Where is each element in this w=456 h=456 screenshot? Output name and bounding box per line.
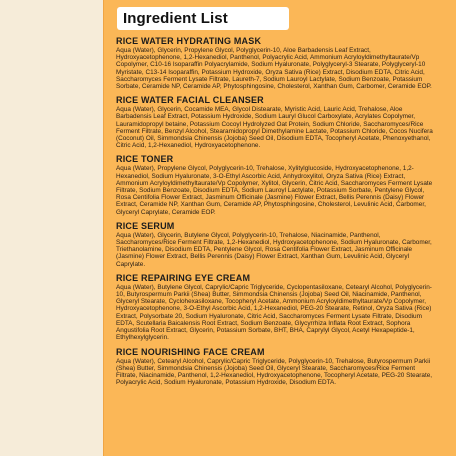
section-title: RICE REPAIRING EYE CREAM [116,272,251,283]
section-ingredients: Aqua (Water), Butylene Glycol, Caprylic/Capric Triglyceride, Cyclopentasiloxane, Cetearyl Alcohol, Polyglycerin-10, Butyrospermum Parkii (Shea) Butter, Simmondsia Chinensis (Jojoba) Seed Oil, Niacinamide, Panthenol, Glyceryl Stearate, Cyclohexasiloxane, Tocopheryl Acetate, Ammonium Acryloyldimethyltaurate/Vp Copolymer, Hydroxyacetophenone, 3-O-Ethyl Ascorbic Acid, 1,2-Hexanediol, PEG-20 Stearate, Retinol, Oryza Sativa (Rice) Extract, Polysorbate 20, Sodium Hyaluronate, Citric Acid, Saccharomyces Ferment Lysate Filtrate, Disodium EDTA, Scutellaria Baicalensis Root Extract, Sodium Benzoate, Glycyrrhiza Inflata Root Extract, Sophora Angustifolia Root Extract, Glycerin, Potassium Sorbate, BHT, BHA, Caprylyl Glycol, Acetyl Hexapeptide-1, Ethylhexylglycerin. [116,283,432,342]
section-title: RICE WATER HYDRATING MASK [116,36,262,46]
section-ingredients: Aqua (Water), Glycerin, Propylene Glycol, Polyglycerin-10, Aloe Barbadensis Leaf Extract, Hydroxyacetophenone, 1,2-Hexanediol, Panthenol, Polyacrylic Acid, Ammonium Acryloyldimethyltaurate/Vp Copolymer, C10-16 Isoparaffin Polyacrylamide, Sodium Hyaluronate, Polyglyceryl-3 Stearate, Polyglyceryl-10 Myristate, C13-14 Isoparaffin, Potassium Hydroxide, Oryza Sativa (Rice) Extract, Disodium EDTA, Citric Acid, Saccharomyces Ferment Lysate Filtrate, Laureth-7, Sodium Lauroyl Lactylate, Sodium Benzoate, Potassium Sorbate, Ceramide NP, Ceramide AP, Phytosphingosine, Cholesterol, Xanthan Gum, Carbomer, Ceramide EOP. [116,47,432,91]
section-title: RICE NOURISHING FACE CREAM [116,346,265,357]
section-eye-cream [116,273,434,342]
ingredient-list-header [117,7,289,30]
section-ingredients: Aqua (Water), Cetearyl Alcohol, Caprylic/Capric Triglyceride, Polyglycerin-10, Trehalose, Butyrospermum Parkii (Shea) Butter, Simmondsia Chinensis (Jojoba) Seed Oil, Glyceryl Stearate, Saccharomyces/Rice Ferment Filtrate, Niacinamide, Panthenol, 1,2-Hexanediol, Hydroxyacetophenone, Tocopheryl Acetate, PEG-20 Stearate, Polyacrylic Acid, Sodium Hyaluronate, Potassium Hydroxide, Disodium EDTA. [116,357,433,387]
section-ingredients: Aqua (Water), Glycerin, Butylene Glycol, Polyglycerin-10, Trehalose, Niacinamide, Panthenol, Saccharomyces/Rice Ferment Filtrate, 1,2-Hexanediol, Hydroxyacetophenone, Sodium Hyaluronate, Carbomer, Triethanolamine, Disodium EDTA, Pentylene Glycol, Rosa Centifolia Flower Extract, Jasminum Officinale (Jasmine) Flower Extract, Bellis Perennis (Daisy) Flower Extract, Xanthan Gum, Levulinic Acid, Glyceryl Caprylate. [116,231,432,268]
section-ingredients: Aqua (Water), Glycerin, Cocamide MEA, Glycol Distearate, Myristic Acid, Lauric Acid, Trehalose, Aloe Barbadensis Leaf Extract, Potassium Hydroxide, Sodium Lauryl Glucol Carboxylate, Acrylates Copolymer, Lauramidopropyl betaine, Potassium Cocoyl Hydrolyzed Oat Protein, Sodium Chloride, Saccharomyces/Rice Ferment Filtrate, Benzyl Alcohol, Stearamidopropyl Dimethylamine Lactate, Potassium Chloride, Cocos Nucifera (Coconut) Oil, Simmondsia Chinensis (Jojoba) Seed Oil, Disodium EDTA, Tocopheryl Acetate, Phenoxyethanol, Citric Acid, 1,2-Hexanediol, Hydroxyacetophenone. [116,106,433,150]
ingredient-sections [116,36,434,391]
section-serum [116,221,434,268]
section-title: RICE SERUM [116,220,175,231]
section-title: RICE TONER [116,154,174,165]
section-face-cream [116,347,434,387]
section-hydrating-mask [116,36,434,90]
section-title: RICE WATER FACIAL CLEANSER [116,95,264,106]
section-toner [116,154,434,215]
page-title: Ingredient List [123,10,228,27]
section-facial-cleanser [116,95,434,149]
section-ingredients: Aqua (Water), Propylene Glycol, Polyglycerin-10, Trehalose, Xylitylglucoside, Hydroxyacetophenone, 1,2-Hexanediol, Sodium Hyaluronate, 3-O-Ethyl Ascorbic Acid, Anhydroxylitol, Oryza Sativa (Rice) Extract, Ammonium Acryloyldimethyltaurate/Vp Copolymer, Xylitol, Glycerin, Citric Acid, Saccharomyces Ferment Lysate Filtrate, Sodium Benzoate, Disodium EDTA, Sodium Lauroyl Lactylate, Potassium Sorbate, Pentylene Glycol, Rosa Centifolia Flower Extract, Jasminum Officinale (Jasmine) Flower Extract, Bellis Perennis (Daisy) Flower Extract, Ceramide NP, Xanthan Gum, Ceramide AP, Phytosphingosine, Cholesterol, Levulinic Acid, Carbomer, Glyceryl Caprylate, Ceramide EOP. [116,165,433,216]
